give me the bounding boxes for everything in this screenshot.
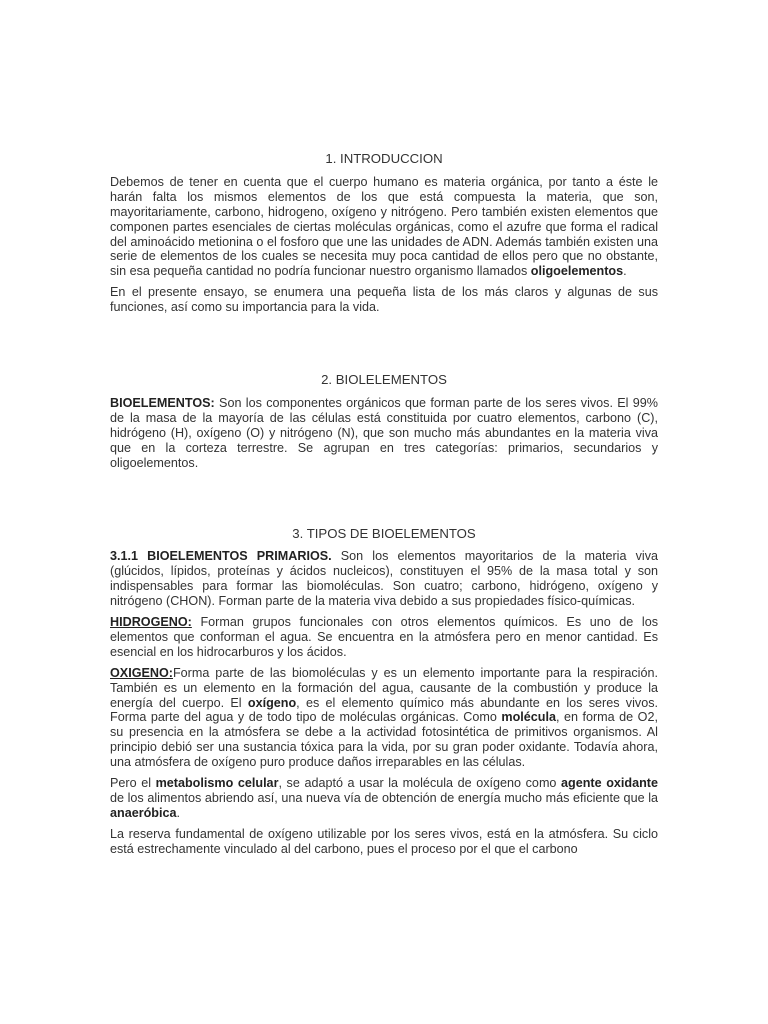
intro-paragraph-1 <box>110 175 658 279</box>
hidrogeno-paragraph <box>110 615 658 660</box>
intro-paragraph-2: En el presente ensayo, se enumera una pequeña lista de los más claros y algunas de sus funciones, así como su importancia para la vida. <box>110 285 658 315</box>
pero-bold-3: anaeróbica <box>110 805 177 820</box>
pero-bold-2: agente oxidante <box>561 776 658 791</box>
oxigeno-bold-1: oxígeno <box>247 695 297 710</box>
tipos-paragraph-primarios <box>110 549 658 609</box>
pero-bold-1: metabolismo celular <box>155 776 279 791</box>
pero-text-1: Pero el <box>110 776 156 791</box>
bio-paragraph-1 <box>110 396 658 471</box>
section-title-introduccion: 1. INTRODUCCION <box>325 151 443 166</box>
document-page <box>110 152 658 857</box>
oxigeno-text-2: , es el elemento químico más abundante en los seres vivos. Forma parte del agua y de todo tipo de moléculas orgánicas. Como <box>110 695 658 725</box>
oxigeno-text-1: Forma parte de las biomoléculas y es un elemento importante para la respiración. También es un elemento en la formación del agua, causante de la combustión y produce la energía del cuerpo. El <box>110 665 658 710</box>
reserva-paragraph: La reserva fundamental de oxígeno utilizable por los seres vivos, está en la atmósfera. Su ciclo está estrechamente vinculado al del carbono, pues el proceso por el que el carbono <box>110 826 658 856</box>
pero-paragraph <box>110 776 658 821</box>
bio-p1-text: Son los componentes orgánicos que forman parte de los seres vivos. El 99% de la masa de la mayoría de las células está constituida por cuatro elementos, carbono (C), hidrógeno (H), oxígeno (O) y nitrógeno (N), que son mucho más abundantes en la materia viva que en la corteza terrestre. Se agrupan en tres categorías: primarios, secundarios y oligoelementos. <box>110 395 658 470</box>
hidrogeno-label: HIDROGENO: <box>110 615 192 630</box>
intro-p1-text: Debemos de tener en cuenta que el cuerpo humano es materia orgánica, por tanto a éste le harán falta los mismos elementos de los que está compuesta la materia, que son, mayoritariamente, carbono, hidrogeno, oxígeno y nitrógeno. Pero también existen elementos que componen partes esenciales de ciertas moléculas orgánicas, como el azufre que forma el radical del aminoácido metionina o el fosforo que une las unidades de ADN. Además también existen una serie de elementos de los cuales se necesita muy poca cantidad de ellos pero que no obstante, sin esa pequeña cantidad no podría funcionar nuestro organismo llamados <box>110 174 658 279</box>
oxigeno-label: OXIGENO: <box>110 665 173 680</box>
intro-p1-end: . <box>623 264 627 279</box>
pero-text-4: . <box>176 805 180 820</box>
pero-text-2: , se adaptó a usar la molécula de oxígeno como <box>278 776 562 791</box>
intro-p1-bold: oligoelementos <box>530 264 624 279</box>
primarios-text: Son los elementos mayoritarios de la materia viva (glúcidos, lípidos, proteínas y ácidos nucleicos), constituyen el 95% de la masa total y son indispensables para formar las biomoléculas. Son cuatro; carbono, hidrógeno, oxígeno y nitrógeno (CHON). Forman parte de la materia viva debido a sus propiedades físico-químicas. <box>110 549 659 609</box>
primarios-bold: 3.1.1 BIOELEMENTOS PRIMARIOS. <box>110 549 332 564</box>
pero-text-3: de los alimentos abriendo así, una nueva vía de obtención de energía mucho más eficiente que la <box>110 791 658 805</box>
hidrogeno-text: Forman grupos funcionales con otros elementos químicos. Es uno de los elementos que conforman el agua. Se encuentra en la atmósfera pero en menor cantidad. Es esencial en los hidrocarburos y los ácidos. <box>110 615 658 659</box>
section-title-tipos: 3. TIPOS DE BIOELEMENTOS <box>292 525 476 541</box>
bio-p1-bold: BIOELEMENTOS: <box>110 395 215 410</box>
oxigeno-bold-2: molécula <box>501 710 556 725</box>
oxigeno-paragraph <box>110 666 658 770</box>
oxigeno-text-3: , en forma de O2, su presencia en la atmósfera se debe a la actividad fotosintética de primitivos organismos. Al principio debió ser una sustancia tóxica para la vida, por su gran poder oxidante. Todavía ahora, una atmósfera de oxígeno puro produce daños irreparables en las células. <box>110 710 658 770</box>
section-title-biolelementos: 2. BIOLELEMENTOS <box>321 372 447 388</box>
